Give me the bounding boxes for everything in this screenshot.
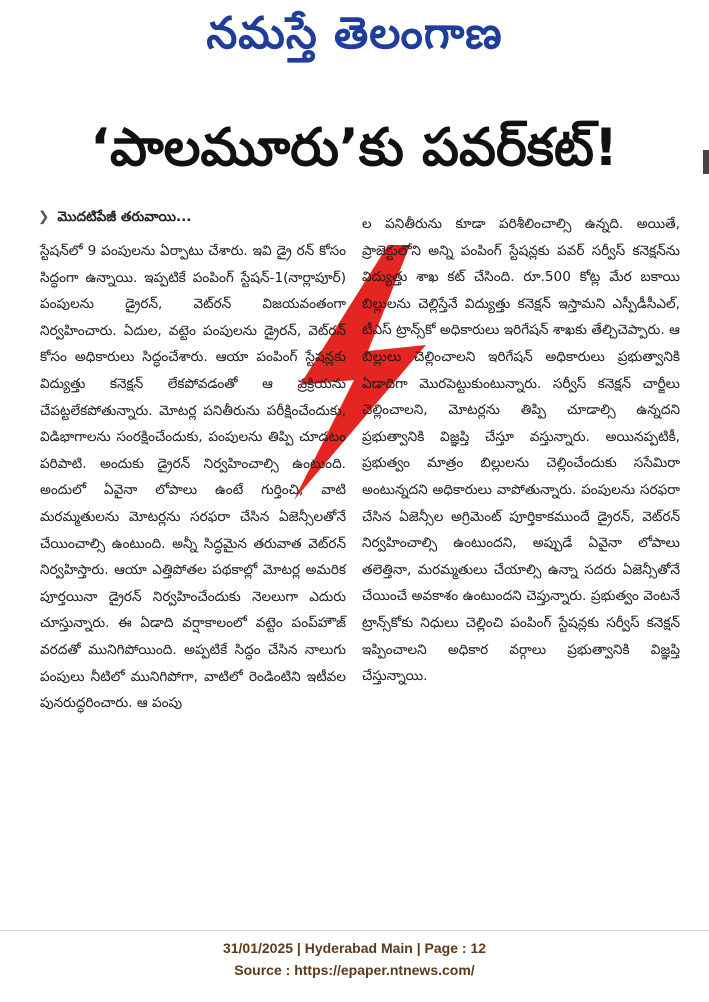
- article-column-left: [40, 238, 346, 717]
- newspaper-masthead: నమస్తే తెలంగాణ: [206, 8, 503, 59]
- adjacent-article-edge: [703, 150, 709, 174]
- article-column-right: [362, 211, 680, 690]
- continued-from-label: [38, 209, 191, 228]
- footer-divider: [0, 930, 709, 931]
- continued-from-text: మొదటిపేజీ తరువాయి...: [57, 209, 192, 225]
- source-url[interactable]: Source : https://epaper.ntnews.com/: [234, 962, 475, 978]
- edition-dateline: 31/01/2025 | Hyderabad Main | Page : 12: [222, 940, 487, 956]
- article-headline: ‘పాలమూరు’కు పవర్‌కట్‌!: [90, 118, 618, 178]
- article-body-left: స్టేషన్‌లో 9 పంపులను ఏర్పాటు చేశారు. ఇవి డ్రై రన్‌ కోసం సిద్ధంగా ఉన్నాయి. ఇప్పటికే పంపింగ్‌ స్టేషన్‌-1(నార్లాపూర్‌) పంపులను డ్రైరన్‌, వెట్‌రన్‌ విజయవంతంగా నిర్వహించారు. ఏదుల, వట్టెం పంపులను డ్రైరన్‌, వెట్‌రన్‌ కోసం అధికారులు సిద్ధంచేశారు. ఆయా పంపింగ్‌ స్టేషన్లకు విద్యుత్తు కనెక్షన్‌ లేకపోవడంతో ఆ ప్రక్రియను చేపట్టలేకపోతున్నారు. మోటర్ల పనితీరును పరీక్షించేందుకు, విడిభాగాలను సంరక్షించేందుకు, పంపులను తిప్పి చూడటం పరిపాటి. అందుకు డ్రైరన్‌ నిర్వహించాల్సి ఉంటుంది. అందులో ఏవైనా లోపాలు ఉంటే గుర్తించి, వాటి మరమ్మతులను మోటర్లను సరఫరా చేసిన ఏజెన్సీలతోనే చేయించాల్సి ఉంటుంది. అన్నీ సిద్ధమైన తరువాత వెట్‌రన్‌ నిర్వహిస్తారు. ఆయా ఎత్తిపోతల పథకాల్లో మోటర్ల అమరిక పూర్తయినా డ్రైరన్‌ నిర్వహించేందుకు నెలలుగా ఎదురు చూస్తున్నారు. ఈ ఏడాది వర్షాకాలంలో వట్టెం పంప్‌హౌజ్‌ వరదతో మునిగిపోయింది. అప్పటికే సిద్ధం చేసిన నాలుగు పంపులు నీటిలో మునిగిపోగా, వాటిలో రెండింటిని ఇటీవల పునరుద్ధరించారు. ఆ పంపు: [40, 243, 346, 712]
- article-body-right: ల పనితీరును కూడా పరిశీలించాల్సి ఉన్నది. అయితే, ప్రాజెక్టులోని అన్ని పంపింగ్‌ స్టేషన్లకు పవర్‌ సర్వీస్‌ కనెక్షన్‌ను విద్యుత్తు శాఖ కట్‌ చేసింది. రూ.500 కోట్ల మేర బకాయి బిల్లులను చెల్లిస్తేనే విద్యుత్తు కనెక్షన్‌ ఇస్తామని ఎస్పీడీసీఎల్‌, టీఎస్‌ ట్రాన్స్‌కో అధికారులు ఇరిగేషన్‌ శాఖకు తేల్చిచెప్పారు. ఆ బిల్లులు చెల్లించాలని ఇరిగేషన్‌ అధికారులు ప్రభుత్వానికి ఏడాదిగా మొరపెట్టుకుంటున్నారు. సర్వీస్‌ కనెక్షన్‌ చార్జీలు చెల్లించాలని, మోటర్లను తిప్పి చూడాల్సి ఉన్నదని ప్రభుత్వానికి విజ్ఞప్తి చేస్తూ వస్తున్నారు. అయినప్పటికీ, ప్రభుత్వం మాత్రం బిల్లులను చెల్లించేందుకు ససేమిరా అంటున్నదని అధికారులు వాపోతున్నారు. పంపులను సరఫరా చేసిన ఏజెన్సీల అగ్రిమెంట్‌ పూర్తికాకముందే డ్రైరన్‌, వెట్‌రన్‌ నిర్వహించాల్సి ఉంటుందని, అప్పుడే ఏవైనా లోపాలు తలెత్తినా, మరమ్మతులు చేయాల్సి ఉన్నా సదరు ఏజెన్సీతోనే చేయించే అవకాశం ఉంటుందని చెప్తున్నారు. ప్రభుత్వం వెంటనే ట్రాన్స్‌కోకు నిధులు చెల్లించి పంపింగ్‌ స్టేషన్లకు సర్వీస్‌ కనెక్షన్‌ ఇప్పించాలని అధికార వర్గాలు ప్రభుత్వానికి విజ్ఞప్తి చేస్తున్నాయి.: [362, 216, 680, 685]
- chevron-right-icon: ❯: [38, 209, 50, 225]
